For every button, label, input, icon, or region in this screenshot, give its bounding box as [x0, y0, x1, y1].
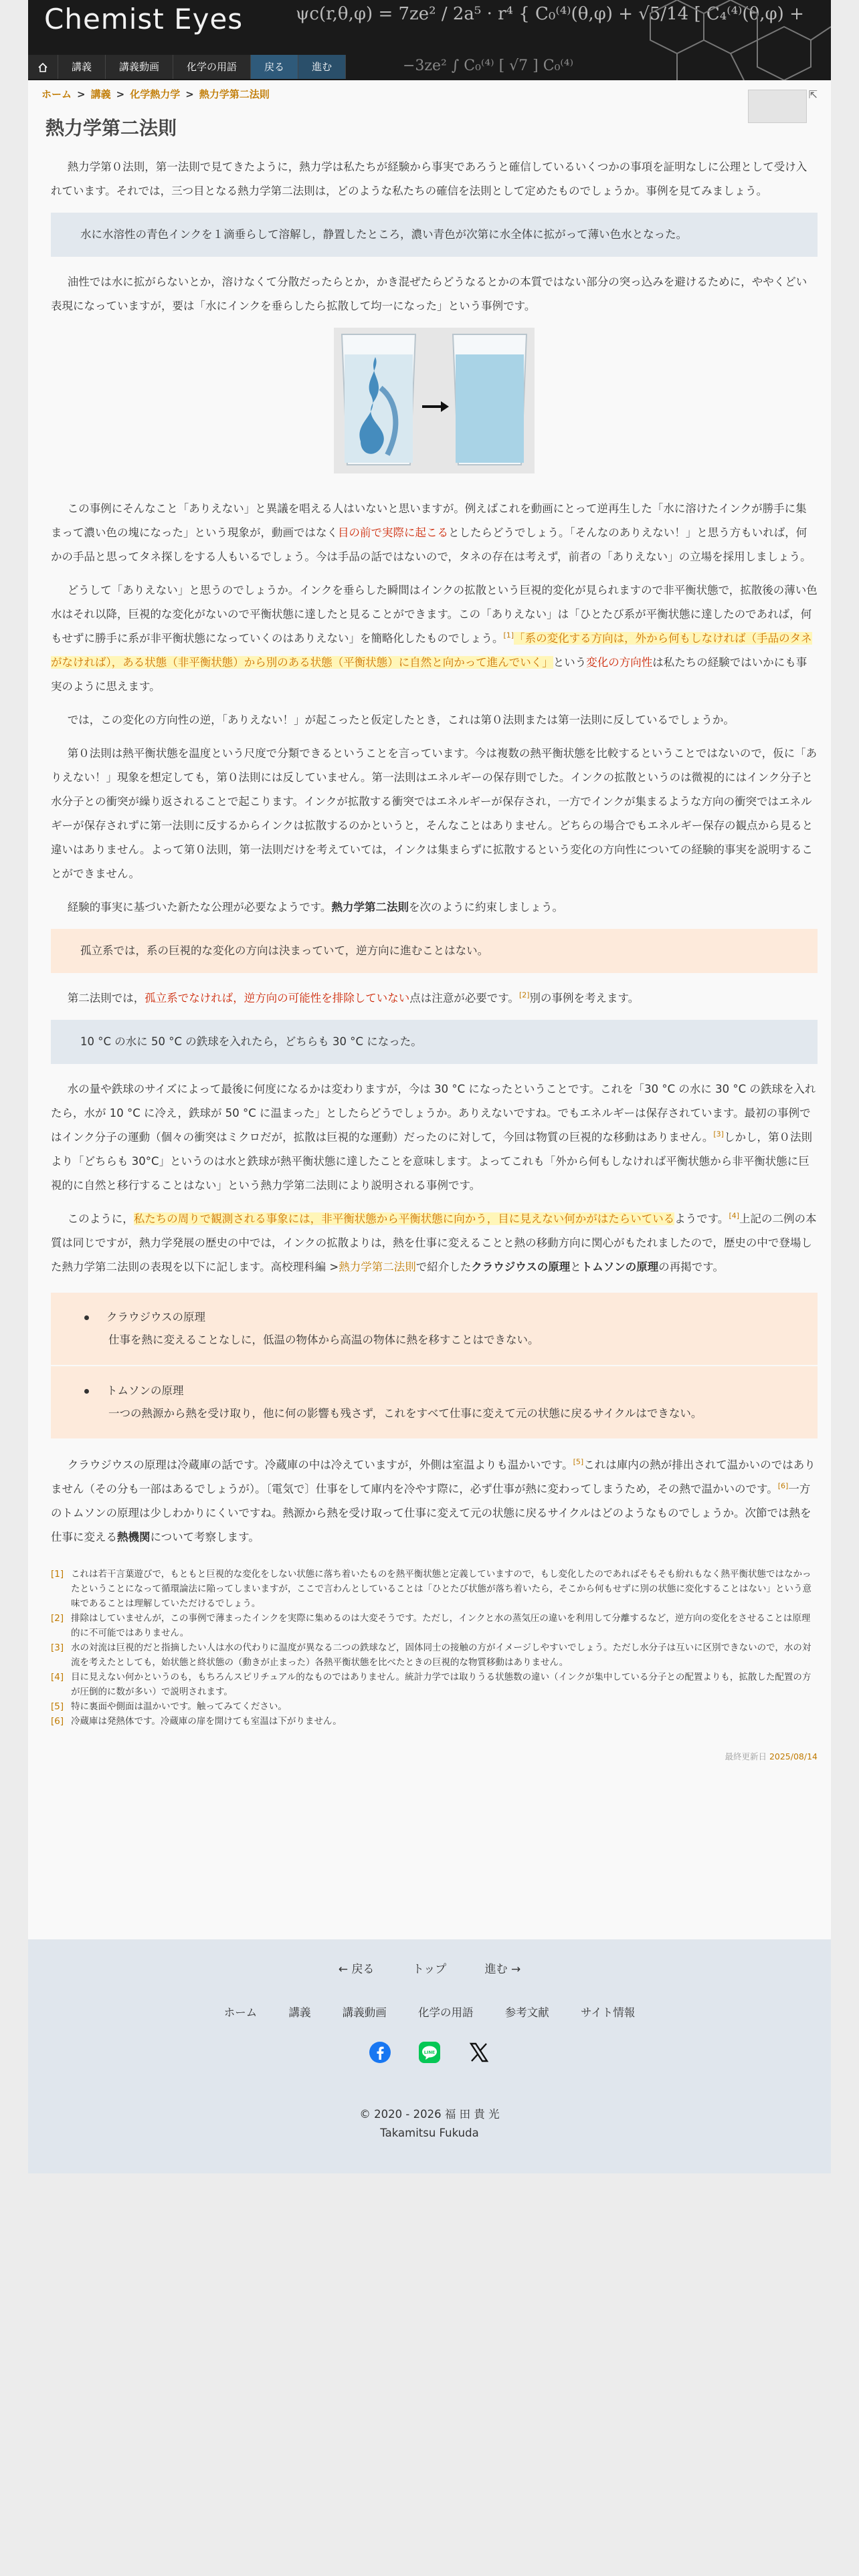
home-icon: [37, 62, 48, 73]
footer-link-terms[interactable]: 化学の用語: [417, 2006, 474, 2019]
footnote: [3] 水の対流は巨視的だと指摘したい人は水の代わりに温度が異なる二つの鉄球など，固体同士の接触の方がイメージしやすいでしょう。ただし水分子は互いに区別できないので，水の対流を考えたとしても，始状態と終状態の（動きが止まった）各熱平衡状態を比べたときの巨視的な物質移動はありません。: [51, 1642, 812, 1668]
breadcrumb-lectures[interactable]: 講義: [90, 88, 111, 100]
page-title: 熱力学第二法則: [45, 117, 177, 139]
paragraph-direction: どうして「ありえない」と思うのでしょうか。インクを垂らした瞬間はインクの拡散という巨視的変化が見られますので非平衡状態で，拡散後の薄い色水はそれ以降，巨視的な変化がないので平衡状態に達したと見ることができます。この「ありえない」は「ひとたび系が平衡状態に達したのであれば，何もせずに勝手に系が非平衡状態になっていくのはありえない」を簡略化したものでしょう。[1]「系の変化する方向は，外から何もしなければ（手品のタネがなければ），ある状態（非平衡状態）から別のある状態（平衡状態）に自然と向かって進んでいく」という変化の方向性は私たちの経験ではいかにも事実のように思えます。: [51, 584, 818, 693]
paragraph-iron-ball: 水の量や鉄球のサイズによって最後に何度になるかは変わりますが，今は 30 °C になったということです。これを「30 °C の水に 30 °C の鉄球を入れたら，水が 10 °C に冷え，鉄球が 50 °C に温まった」としたらどうでしょうか。ありえないですね。でもエネルギーは保存されています。最初の事例ではインク分子の運動（個々の衝突はミクロだが，拡散は巨視的な運動）だったのに対して，今回は物質の巨視的な移動はありません。[3]しかし，第０法則より「どちらも 30°C」というのは水と鉄球が熱平衡状態に達したことを意味します。よってこれも「外から何もしなければ平衡状態から非平衡状態に巨視的に自然と移行することはない」という熱力学第二法則により説明される事例です。: [51, 1083, 816, 1192]
footer-page-nav: [28, 1959, 831, 1976]
nav-lectures[interactable]: 講義: [58, 55, 106, 79]
ink-diffusion-image: [334, 328, 535, 473]
paragraph-history: このように，私たちの周りで観測される事象には，非平衡状態から平衡状態に向かう，目に見えない何かがはたらいているようです。[4]上記の二例の本質は同じですが，熱力学発展の歴史の中では，インクの拡散よりは，熱を仕事に変えることと熱の移動方向に関心がもたれましたので，歴史の中で登場した熱力学第二法則の表現を以下に記します。高校理科編 >熱力学第二法則で紹介したクラウジウスの原理とトムソンの原理の再掲です。: [51, 1211, 817, 1273]
nav-home[interactable]: [28, 55, 58, 79]
header-formula-2: −3ze² ∫ C₀⁽⁴⁾ [ √7 ] C₀⁽⁴⁾: [403, 58, 574, 74]
footer-link-home[interactable]: ホーム: [223, 2006, 258, 2019]
footnote-ref-3[interactable]: [3]: [713, 1130, 724, 1139]
nav-forward[interactable]: 進む: [298, 55, 346, 79]
link-second-law-highschool[interactable]: 熱力学第二法則: [339, 1261, 416, 1273]
ink-diffusion-figure: [51, 328, 818, 482]
principle-title: クラウジウスの原理: [106, 1311, 206, 1323]
footnotes: [51, 1567, 818, 1729]
footnote-ref-4[interactable]: [4]: [729, 1211, 740, 1220]
main-content: [28, 80, 831, 1939]
bullet-icon: [84, 1389, 89, 1394]
footnote: [2] 排除はしていませんが，この事例で薄まったインクを実際に集めるのは大変そうです。ただし，インクと水の蒸気圧の違いを利用して分離するなど，逆方向の変化をさせることは原理的に不可能ではありません。: [51, 1613, 811, 1638]
paragraph-zeroth-first-law: 第０法則は熱平衡状態を温度という尺度で分類できるということを言っています。今は複数の熱平衡状態を比較するということではないので，仮に「ありえない！」現象を想定しても，第０法則には反していません。第一法則はエネルギーの保存則でした。インクの拡散というのは微視的にはインク分子と水分子との衝突が繰り返されることで起こります。インクが拡散する衝突ではエネルギーが保存され，一方でインクが集まるような方向の衝突ではエネルギーが保存されずに第一法則に反するからインクは拡散するのかというと，そんなことはありません。どちらの場合でもエネルギー保存の観点から見ると違いはありません。よって第０法則，第一法則だけを考えていては，インクは集まらずに拡散するという変化の方向性についての経験的事実を説明することができません。: [51, 747, 818, 880]
footnote-ref-6[interactable]: [6]: [777, 1481, 789, 1491]
x-icon[interactable]: [468, 2041, 490, 2064]
principle-description: 一つの熱源から熱を受け取り，他に何の影響も残さず，これをすべて仕事に変えて元の状態に戻るサイクルはできない。: [108, 1407, 702, 1420]
social-links: [28, 2041, 831, 2064]
last-updated: 最終更新日 2025/08/14: [725, 1751, 818, 1761]
second-law-box: 孤立系では，系の巨視的な変化の方向は決まっていて，逆方向に進むことはない。: [51, 929, 818, 973]
site-footer: [28, 1939, 831, 2173]
footer-next-link[interactable]: 進む →: [484, 1963, 521, 1976]
copyright-text: © 2020 - 2026 福 田 貴 光: [359, 2108, 500, 2121]
nav-lecture-videos[interactable]: 講義動画: [106, 55, 173, 79]
principle-clausius: [51, 1293, 818, 1365]
page-thumbnail[interactable]: [748, 90, 807, 123]
footer-top-link[interactable]: トップ: [412, 1963, 447, 1976]
breadcrumb-current: 熱力学第二法則: [199, 88, 270, 100]
site-logo[interactable]: Chemist Eyes: [44, 3, 244, 35]
paragraph-intro: 熱力学第０法則，第一法則で見てきたように，熱力学は私たちが経験から事実であろうと確信しているいくつかの事項を証明なしに公理として受け入れています。それでは，三つ目となる熱力学第二法則は，どのような私たちの確信を法則として定めたものでしょうか。事例を見てみましょう。: [51, 160, 807, 197]
footer-site-links: [28, 2004, 831, 2020]
footer-link-site-info[interactable]: サイト情報: [580, 2006, 636, 2019]
main-nav: [28, 55, 346, 79]
nav-chemistry-terms[interactable]: 化学の用語: [173, 55, 251, 79]
principle-thomson: [51, 1366, 818, 1438]
principle-title: トムソンの原理: [106, 1384, 184, 1397]
footnote: [4] 目に見えない何かというのも，もちろんスピリチュアル的なものではありません。統計力学では取りうる状態数の違い（インクが集中している分子との配置よりも，拡散した配置の方が圧倒的に数が多い）で説明されます。: [51, 1672, 812, 1697]
example-box-iron: 10 °C の水に 50 °C の鉄球を入れたら，どちらも 30 °C になった。: [51, 1020, 818, 1064]
breadcrumb-home[interactable]: ホーム: [41, 88, 72, 100]
paragraph-question: では，この変化の方向性の逆，「ありえない！」が起こったと仮定したとき，これは第０法則または第一法則に反しているでしょうか。: [67, 714, 735, 726]
line-icon[interactable]: [418, 2041, 441, 2064]
example-box-ink: 水に水溶性の青色インクを１滴垂らして溶解し，静置したところ，濃い青色が次第に水全体に拡がって薄い色水となった。: [51, 213, 818, 257]
footnote: [5] 特に裏面や側面は温かいです。触ってみてください。: [51, 1701, 287, 1712]
bullet-icon: [84, 1315, 89, 1320]
paragraph-ink-note: 油性では水に拡がらないとか，溶けなくて分散だったらとか，かき混ぜたらどうなるとかの本質ではない部分の突っ込みを避けるために，ややくどい表現になっていますが，要は「水にインクを垂らしたら拡散して均一になった」という事例です。: [51, 276, 807, 312]
article-body: [51, 155, 818, 1769]
author-name-en: Takamitsu Fukuda: [380, 2127, 479, 2139]
paragraph-reverse-video: この事例にそんなこと「ありえない」と異議を唱える人はいないと思いますが。例えばこれを動画にとって逆再生した「水に溶けたインクが勝手に集まって濃い色の塊になった」という現象が，動画ではなく目の前で実際に起こるとしたらどうでしょう。「そんなのありえない！」と思う方もいれば，何かの手品と思ってタネ探しをする人もいるでしょう。今は手品の話ではないので，タネの存在は考えず，前者の「ありえない」の立場を採用しましょう。: [51, 502, 812, 563]
copyright: [28, 2105, 831, 2143]
nav-back[interactable]: 戻る: [251, 55, 298, 79]
footer-link-lectures[interactable]: 講義: [288, 2006, 311, 2019]
paragraph-new-axiom: 経験的事実に基づいた新たな公理が必要なようです。熱力学第二法則を次のように約束しましょう。: [67, 901, 563, 914]
external-link-icon[interactable]: ⇱: [808, 88, 818, 101]
footer-link-videos[interactable]: 講義動画: [342, 2006, 387, 2019]
principle-description: 仕事を熱に変えることなしに，低温の物体から高温の物体に熱を移すことはできない。: [108, 1333, 539, 1346]
footer-prev-link[interactable]: ← 戻る: [338, 1963, 375, 1976]
paragraph-isolated-note: 第二法則では，孤立系でなければ，逆方向の可能性を排除していない点は注意が必要です。[2]別の事例を考えます。: [67, 990, 640, 1004]
paragraph-refrigerator: クラウジウスの原理は冷蔵庫の話です。冷蔵庫の中は冷えていますが，外側は室温よりも温かいです。[5]これは庫内の熱が排出されて温かいのではありません（その分も一部はあるでしょうが）。〔電気で〕仕事をして庫内を冷やす際に，必ず仕事が熱に変わってしまうため，その熱で温かいのです。[6]一方のトムソンの原理は少しわかりにくいですね。熱源から熱を受け取って仕事に変えて元の状態に戻るサイクルはどのようなものでしょうか。次節では熱を仕事に変える熱機関について考察します。: [51, 1457, 816, 1543]
header-formula: ψc(r,θ,φ) = 7ze² / 2a⁵ · r⁴ { C₀⁽⁴⁾(θ,φ) + √5/14 [ C₄⁽⁴⁾(θ,φ) +: [296, 4, 804, 24]
footnote-ref-5[interactable]: [5]: [573, 1457, 584, 1467]
footnote: [6] 冷蔵庫は発熱体です。冷蔵庫の扉を開けても室温は下がりません。: [51, 1716, 342, 1727]
breadcrumb: ホーム > 講義 > 化学熱力学 > 熱力学第二法則: [41, 88, 270, 100]
site-header: [28, 0, 831, 80]
footnote-ref-1[interactable]: [1]: [503, 631, 514, 640]
footer-link-references[interactable]: 参考文献: [504, 2006, 549, 2019]
page-container: [28, 0, 831, 2139]
footnote-ref-2[interactable]: [2]: [518, 990, 530, 1000]
facebook-icon[interactable]: [369, 2041, 391, 2064]
molecule-decoration-icon: [610, 0, 831, 80]
footnote: [1] これは若干言葉遊びで，もともと巨視的な変化をしない状態に落ち着いたものを熱平衡状態と定義していますので，もし変化したのであればそもそも紛れもなく熱平衡状態ではなかったということになって循環論法に陥ってしまいますが，ここで言わんとしていることは「ひとたび状態が落ち着いたら，そこから何もせずに別の状態に変化することはない」という意味であることは理解していただけるでしょう。: [51, 1569, 812, 1609]
svg-text:LINE: LINE: [423, 2050, 436, 2055]
breadcrumb-chemical-thermodynamics[interactable]: 化学熱力学: [130, 88, 181, 100]
